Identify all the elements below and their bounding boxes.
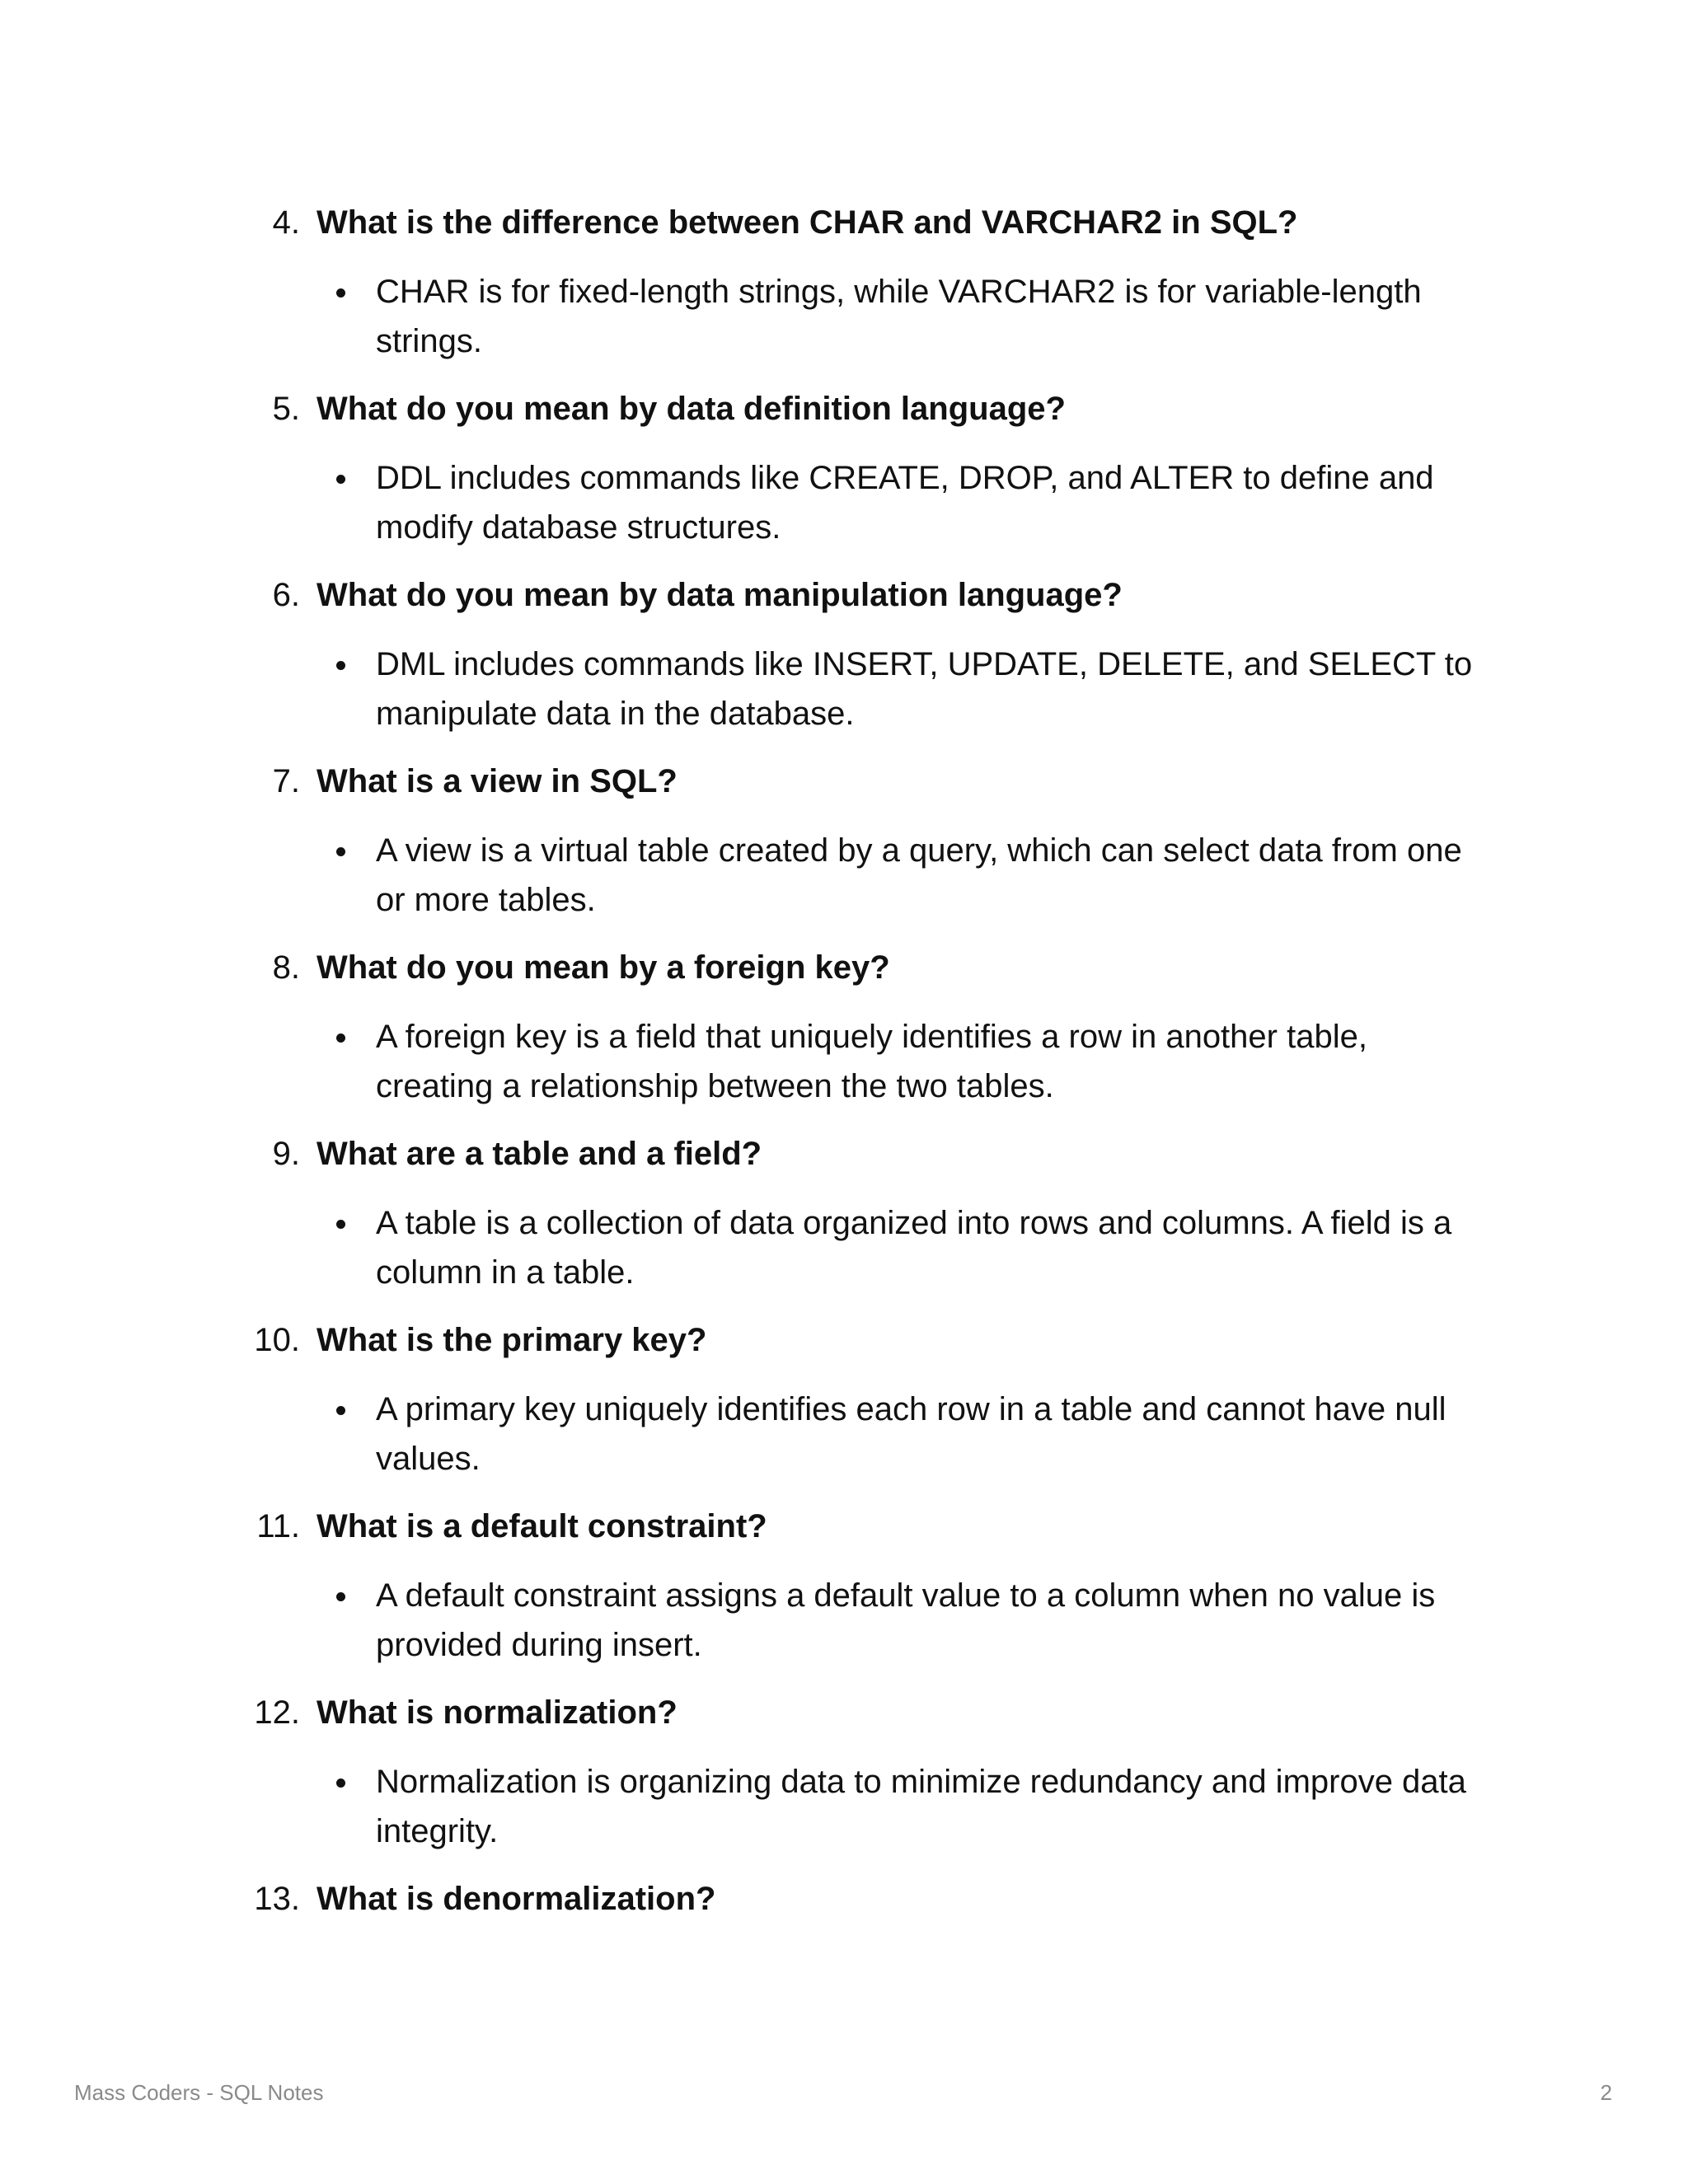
answer-bullet [0, 267, 1489, 366]
question-text: What are a table and a field? [316, 1136, 762, 1172]
question-item [0, 757, 1688, 925]
bullet-icon [336, 1406, 345, 1415]
answer-text: CHAR is for fixed-length strings, while VARCHAR2 is for variable-length strings. [376, 274, 1422, 359]
question-item [0, 1874, 1688, 1924]
answer-bullet [0, 1571, 1489, 1670]
question-text: What is the primary key? [316, 1322, 707, 1358]
question-text: What is normalization? [316, 1694, 678, 1731]
footer-title: Mass Coders - SQL Notes [74, 2080, 324, 2105]
question-item [0, 384, 1688, 552]
question-item [0, 1315, 1688, 1483]
question-item [0, 1129, 1688, 1297]
question-text: What is a default constraint? [316, 1508, 767, 1544]
document-body [0, 198, 1688, 1924]
bullet-icon [336, 1220, 345, 1229]
answer-bullet [0, 1385, 1489, 1483]
question-item [0, 1502, 1688, 1670]
question-number: 7. [272, 763, 300, 799]
question-text: What is denormalization? [316, 1881, 716, 1917]
bullet-icon [336, 847, 345, 856]
question-text: What do you mean by a foreign key? [316, 949, 890, 986]
answer-bullet [0, 1757, 1489, 1856]
bullet-icon [336, 475, 345, 484]
bullet-icon [336, 661, 345, 670]
question-number: 13. [254, 1881, 300, 1917]
question-item [0, 1688, 1688, 1856]
question-number: 4. [272, 204, 300, 241]
bullet-icon [336, 288, 345, 298]
question-text: What do you mean by data definition language? [316, 391, 1066, 427]
answer-bullet [0, 826, 1489, 925]
answer-bullet [0, 453, 1489, 552]
answer-text: A view is a virtual table created by a query, which can select data from one or more tables. [376, 832, 1462, 918]
question-number: 12. [254, 1694, 300, 1731]
answer-text: Normalization is organizing data to minimize redundancy and improve data integrity. [376, 1764, 1466, 1849]
answer-bullet [0, 640, 1489, 738]
question-number: 11. [256, 1508, 300, 1544]
question-item [0, 943, 1688, 1111]
answer-text: DDL includes commands like CREATE, DROP, and ALTER to define and modify database structures. [376, 460, 1434, 546]
answer-bullet [0, 1198, 1489, 1297]
bullet-icon [336, 1033, 345, 1043]
answer-bullet [0, 1012, 1489, 1111]
question-number: 8. [272, 949, 300, 986]
question-item [0, 198, 1688, 366]
question-number: 5. [272, 391, 300, 427]
question-number: 10. [254, 1322, 300, 1358]
answer-text: A primary key uniquely identifies each row in a table and cannot have null values. [376, 1391, 1447, 1477]
question-number: 6. [272, 577, 300, 613]
answer-text: A foreign key is a field that uniquely identifies a row in another table, creating a relationship between the two tables. [376, 1019, 1367, 1104]
page-number: 2 [1600, 2080, 1612, 2105]
answer-text: A table is a collection of data organized into rows and columns. A field is a column in a table. [376, 1205, 1452, 1291]
question-text: What do you mean by data manipulation language? [316, 577, 1123, 613]
bullet-icon [336, 1592, 345, 1601]
answer-text: A default constraint assigns a default value to a column when no value is provided during insert. [376, 1577, 1436, 1663]
question-number: 9. [272, 1136, 300, 1172]
question-text: What is the difference between CHAR and VARCHAR2 in SQL? [316, 204, 1298, 241]
answer-text: DML includes commands like INSERT, UPDATE, DELETE, and SELECT to manipulate data in the database. [376, 646, 1473, 732]
question-item [0, 570, 1688, 738]
bullet-icon [336, 1779, 345, 1788]
question-text: What is a view in SQL? [316, 763, 678, 799]
